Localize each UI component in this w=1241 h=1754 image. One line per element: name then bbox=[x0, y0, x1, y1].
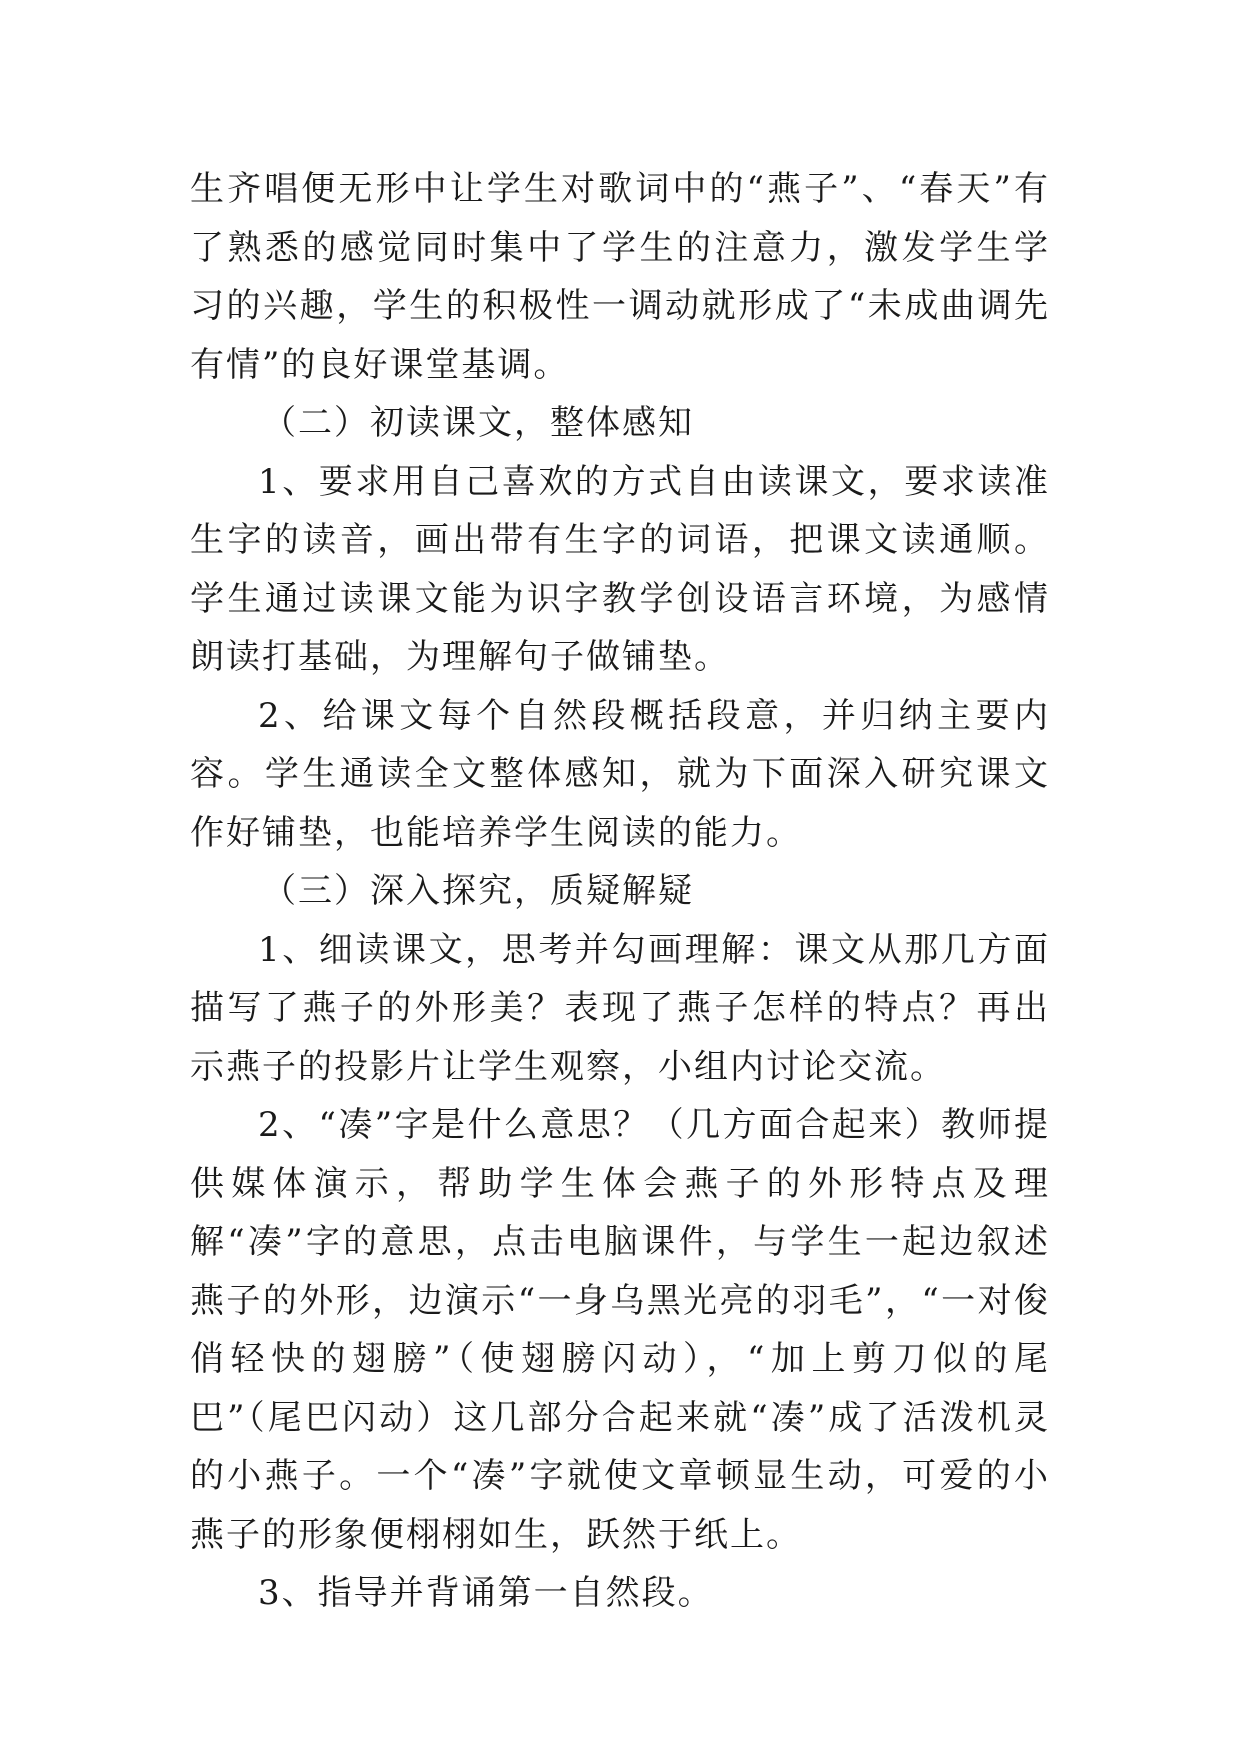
section-heading-3: （三）深入探究，质疑解疑 bbox=[262, 871, 694, 911]
paragraph-item-2-2: 2、给课文每个自然段概括段意，并归纳主要内容。学生通读全文整体感知，就为下面深入研究课文作好铺垫，也能培养学生阅读的能力。 bbox=[190, 695, 1050, 853]
paragraph-item-3-3: 3、指导并背诵第一自然段。 bbox=[258, 1573, 714, 1613]
paragraph-item-2-1: 1、要求用自己喜欢的方式自由读课文，要求读准生字的读音，画出带有生字的词语，把课文读通顺。学生通过读课文能为识字教学创设语言环境，为感情朗读打基础，为理解句子做铺垫。 bbox=[190, 461, 1050, 677]
paragraph-item-3-2: 2、“凑”字是什么意思？（几方面合起来）教师提供媒体演示，帮助学生体会燕子的外形特点及理解“凑”字的意思，点击电脑课件，与学生一起边叙述燕子的外形，边演示“一身乌黑光亮的羽毛”，“一对俊俏轻快的翅膀”（使翅膀闪动），“加上剪刀似的尾巴”（尾巴闪动）这几部分合起来就“凑”成了活泼机灵的小燕子。一个“凑”字就使文章顿显生动，可爱的小燕子的形象便栩栩如生，跃然于纸上。 bbox=[190, 1105, 1050, 1555]
paragraph-item-3-1: 1、细读课文，思考并勾画理解：课文从那几方面描写了燕子的外形美？表现了燕子怎样的特点？再出示燕子的投影片让学生观察，小组内讨论交流。 bbox=[190, 929, 1050, 1087]
document-body bbox=[190, 160, 1050, 1623]
paragraph-continuation: 生齐唱便无形中让学生对歌词中的“燕子”、“春天”有了熟悉的感觉同时集中了学生的注意力，激发学生学习的兴趣，学生的积极性一调动就形成了“未成曲调先有情”的良好课堂基调。 bbox=[190, 169, 1050, 385]
section-heading-2: （二）初读课文，整体感知 bbox=[262, 403, 694, 443]
